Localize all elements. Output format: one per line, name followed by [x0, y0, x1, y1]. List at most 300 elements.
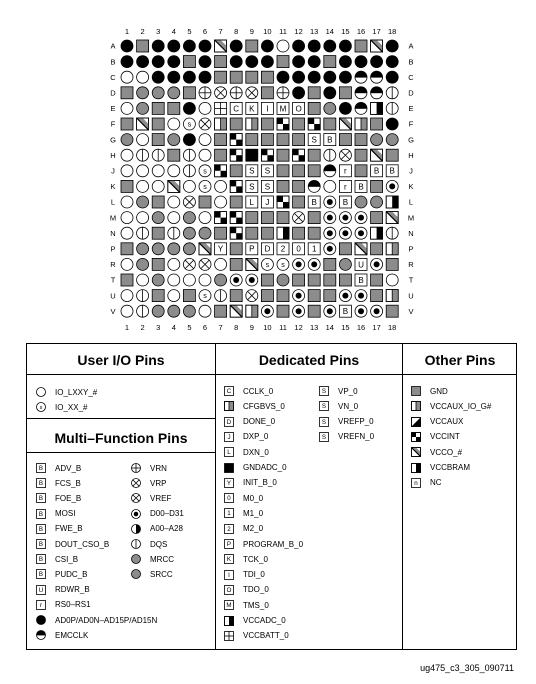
row-label-right: N [408, 228, 414, 238]
pin-J9 [246, 165, 258, 177]
pin-J6 [199, 165, 211, 177]
multi-function-item [36, 539, 109, 549]
pin-V8 [230, 305, 242, 317]
pin-L17 [371, 196, 383, 208]
pin-G17 [371, 134, 383, 146]
pin-J4 [168, 165, 180, 177]
pin-U13 [308, 290, 320, 302]
row-label-right: E [408, 104, 414, 114]
pin-D15 [339, 87, 351, 99]
svg-text:s: s [265, 260, 270, 269]
pin-B15 [339, 56, 351, 68]
pin-T8 [230, 274, 242, 286]
legend-label: MRCC [150, 554, 174, 564]
row-label-right: R [408, 260, 414, 270]
pin-F5 [183, 118, 195, 130]
pin-P15 [339, 243, 351, 255]
col-label-top: 7 [218, 27, 223, 36]
pin-V1 [121, 305, 133, 317]
pin-M2 [137, 212, 149, 224]
pin-T9 [246, 274, 258, 286]
pin-J13 [308, 165, 320, 177]
pin-N6 [199, 227, 211, 239]
col-label-top: 10 [263, 27, 272, 36]
pin-symbol-icon [36, 539, 46, 549]
pin-D14 [324, 87, 336, 99]
multi-function-item [36, 463, 81, 473]
svg-text:D: D [226, 418, 232, 426]
pin-J17 [371, 165, 383, 177]
dedicated-title: Dedicated Pins [258, 352, 360, 368]
legend-label: VCCAUX_IO_G# [430, 401, 492, 411]
svg-text:K: K [249, 104, 255, 114]
pin-H2 [137, 149, 149, 161]
pin-J15 [339, 165, 351, 177]
dedicated-item [224, 478, 277, 488]
pin-symbol-icon [36, 600, 46, 610]
pin-R2 [137, 258, 149, 270]
pin-M12 [293, 212, 305, 224]
pin-G2 [137, 134, 149, 146]
pin-D16 [355, 87, 367, 99]
pin-A16 [355, 40, 367, 52]
pin-C15 [339, 71, 351, 83]
svg-text:O: O [295, 104, 302, 114]
multi-function-item [36, 524, 83, 534]
pin-M17 [371, 212, 383, 224]
pin-D17 [371, 87, 383, 99]
dedicated-item [224, 616, 286, 626]
pin-F7 [215, 118, 227, 130]
legend-label: FCS_B [55, 478, 81, 488]
pin-C4 [168, 71, 180, 83]
pin-C6 [199, 71, 211, 83]
pin-K1 [121, 180, 133, 192]
col-label-top: 8 [234, 27, 239, 36]
legend-label: DOUT_CSO_B [55, 539, 110, 549]
pin-V2 [137, 305, 149, 317]
pin-R3 [152, 258, 164, 270]
pin-N16 [355, 227, 367, 239]
pin-T2 [137, 274, 149, 286]
col-label-top: 4 [171, 27, 176, 36]
legend-label: CCLK_0 [243, 386, 274, 396]
legend-label: M0_0 [243, 493, 264, 503]
pin-symbol-icon [36, 569, 46, 579]
svg-text:n: n [414, 480, 418, 488]
legend-label: A00–A28 [150, 524, 183, 534]
row-label-left: R [110, 260, 116, 270]
multi-function-item [36, 630, 88, 640]
user-io-rule [27, 418, 215, 419]
pin-B11 [277, 56, 289, 68]
pin-T12 [293, 274, 305, 286]
pin-L4 [168, 196, 180, 208]
svg-text:B: B [38, 495, 44, 503]
pin-A9 [246, 40, 258, 52]
multi-function-item [131, 493, 171, 503]
dedicated-item [224, 401, 285, 411]
pin-L18 [386, 196, 398, 208]
pin-L8 [230, 196, 242, 208]
pin-D10 [261, 87, 273, 99]
row-label-right: G [408, 135, 414, 145]
pin-G4 [168, 134, 180, 146]
pin-A7 [215, 40, 227, 52]
pin-R6 [199, 258, 211, 270]
pin-P5 [183, 243, 195, 255]
pin-symbol-icon [224, 616, 234, 626]
pin-symbol-icon [36, 554, 46, 564]
pin-E5 [183, 102, 195, 114]
pin-symbol-icon [36, 585, 46, 595]
package-pin-map [0, 0, 536, 340]
pin-B5 [183, 56, 195, 68]
pin-U10 [261, 290, 273, 302]
pin-B3 [152, 56, 164, 68]
user-io-title: User I/O Pins [77, 352, 165, 368]
legend-label: CFGBVS_0 [243, 401, 285, 411]
pin-A6 [199, 40, 211, 52]
multi-function-item [36, 585, 90, 595]
svg-text:O: O [226, 587, 232, 595]
col-label-bottom: 16 [356, 323, 366, 332]
pin-N14 [324, 227, 336, 239]
pin-B6 [199, 56, 211, 68]
col-label-top: 12 [294, 27, 303, 36]
svg-text:0: 0 [296, 244, 301, 254]
row-label-left: F [110, 119, 116, 129]
user-io-item [36, 387, 97, 397]
pin-B4 [168, 56, 180, 68]
svg-text:B: B [373, 166, 380, 176]
pin-N9 [246, 227, 258, 239]
pin-G14 [324, 134, 336, 146]
pin-H7 [215, 149, 227, 161]
pin-R12 [293, 258, 305, 270]
pin-H6 [199, 149, 211, 161]
pin-B12 [293, 56, 305, 68]
pin-V9 [246, 305, 258, 317]
col-label-bottom: 13 [310, 323, 319, 332]
pin-T18 [386, 274, 398, 286]
row-label-right: F [408, 119, 414, 129]
row-label-left: U [110, 291, 116, 301]
pin-U5 [183, 290, 195, 302]
legend-label: M2_0 [243, 524, 264, 534]
pin-V10 [261, 305, 273, 317]
pin-K4 [168, 180, 180, 192]
pin-J10 [261, 165, 273, 177]
col-label-bottom: 18 [388, 323, 397, 332]
pin-U14 [324, 290, 336, 302]
pin-E2 [137, 102, 149, 114]
svg-text:M: M [279, 104, 287, 114]
pin-T10 [261, 274, 273, 286]
pin-H4 [168, 149, 180, 161]
col-label-top: 9 [249, 27, 254, 36]
dedicated-item [224, 386, 273, 396]
pin-L16 [355, 196, 367, 208]
pin-B13 [308, 56, 320, 68]
multi-function-item [36, 554, 78, 564]
multi-function-item [131, 539, 167, 549]
other-item [411, 447, 462, 457]
pin-C9 [246, 71, 258, 83]
multi-function-item [36, 569, 87, 579]
pin-M10 [261, 212, 273, 224]
pin-H12 [293, 149, 305, 161]
pin-symbol-icon [224, 432, 234, 442]
pin-V15 [339, 305, 351, 317]
pin-H3 [152, 149, 164, 161]
row-label-left: K [110, 182, 116, 192]
pin-P7 [215, 243, 227, 255]
legend-label: NC [430, 478, 442, 488]
pin-K16 [355, 180, 367, 192]
legend-label: VN_0 [338, 401, 359, 411]
legend-label: GNDADC_0 [243, 463, 287, 472]
svg-text:s: s [203, 182, 207, 191]
multi-title-rule [27, 452, 215, 453]
pin-N5 [183, 227, 195, 239]
pin-C1 [121, 71, 133, 83]
pin-V4 [168, 305, 180, 317]
legend-label: D00–D31 [150, 509, 184, 519]
pin-C7 [215, 71, 227, 83]
pin-symbol-icon [131, 509, 141, 519]
legend-label: TDI_0 [243, 570, 265, 580]
pin-P8 [230, 243, 242, 255]
pin-symbol-icon [411, 463, 421, 473]
col-label-bottom: 14 [325, 323, 334, 332]
col-label-bottom: 9 [249, 323, 254, 332]
pin-symbol-icon [36, 630, 46, 640]
pin-M11 [277, 212, 289, 224]
pin-D6 [199, 87, 211, 99]
pin-C17 [371, 71, 383, 83]
pin-P18 [386, 243, 398, 255]
pin-P4 [168, 243, 180, 255]
pin-J2 [137, 165, 149, 177]
legend-label: TCK_0 [243, 554, 268, 564]
pin-F2 [137, 118, 149, 130]
pin-D18 [386, 87, 398, 99]
pin-T1 [121, 274, 133, 286]
pin-M14 [324, 212, 336, 224]
pin-V11 [277, 305, 289, 317]
pin-N15 [339, 227, 351, 239]
dedicated-item [319, 401, 358, 411]
col-label-top: 3 [156, 27, 161, 36]
pin-T5 [183, 274, 195, 286]
pin-F18 [386, 118, 398, 130]
legend-label: AD0P/AD0N–AD15P/AD15N [55, 615, 158, 625]
legend-label: ADV_B [55, 463, 82, 473]
pin-P13 [308, 243, 320, 255]
pin-K17 [371, 180, 383, 192]
pin-H13 [308, 149, 320, 161]
pin-D3 [152, 87, 164, 99]
pin-U2 [137, 290, 149, 302]
svg-text:S: S [321, 403, 327, 411]
other-item [411, 401, 491, 411]
pin-E9 [246, 102, 258, 114]
pin-B16 [355, 56, 367, 68]
pin-V18 [386, 305, 398, 317]
svg-text:L: L [249, 197, 255, 207]
pin-M13 [308, 212, 320, 224]
pin-A4 [168, 40, 180, 52]
pin-C8 [230, 71, 242, 83]
figure-id: ug475_c3_305_090711 [420, 663, 514, 673]
pin-F8 [230, 118, 242, 130]
pin-G18 [386, 134, 398, 146]
multi-function-item [131, 509, 184, 519]
pin-C5 [183, 71, 195, 83]
legend-label: VCCADC_0 [243, 616, 286, 625]
pin-C11 [277, 71, 289, 83]
pin-D1 [121, 87, 133, 99]
pin-B1 [121, 56, 133, 68]
pin-U7 [215, 290, 227, 302]
pin-A18 [386, 40, 398, 52]
circle-symbol-icon [36, 615, 46, 625]
pin-U11 [277, 290, 289, 302]
row-label-right: L [408, 197, 414, 207]
pin-T17 [371, 274, 383, 286]
legend-label: PUDC_B [55, 569, 88, 579]
col-label-bottom: 17 [372, 323, 381, 332]
pin-C10 [261, 71, 273, 83]
pin-C18 [386, 71, 398, 83]
pin-K12 [293, 180, 305, 192]
pin-R18 [386, 258, 398, 270]
pin-T4 [168, 274, 180, 286]
row-label-left: A [110, 41, 116, 51]
svg-text:C: C [226, 388, 232, 396]
pin-G9 [246, 134, 258, 146]
pin-E4 [168, 102, 180, 114]
other-item [411, 386, 448, 396]
pin-symbol-icon [131, 493, 141, 503]
pin-K18 [386, 180, 398, 192]
pin-R8 [230, 258, 242, 270]
pin-U16 [355, 290, 367, 302]
pin-U1 [121, 290, 133, 302]
pin-L9 [246, 196, 258, 208]
row-label-right: K [408, 182, 414, 192]
svg-text:L: L [227, 449, 231, 457]
legend-label: IO_XX_# [55, 402, 88, 412]
svg-text:1: 1 [311, 244, 317, 254]
col-label-bottom: 10 [263, 323, 272, 332]
pin-A5 [183, 40, 195, 52]
pin-L5 [183, 196, 195, 208]
col-label-top: 6 [202, 27, 208, 36]
dedicated-item [319, 417, 374, 427]
pin-J3 [152, 165, 164, 177]
pin-P1 [121, 243, 133, 255]
pin-R16 [355, 258, 367, 270]
svg-text:r: r [344, 182, 347, 192]
pin-symbol-icon [224, 631, 234, 641]
pin-N11 [277, 227, 289, 239]
pin-symbol-icon [131, 524, 141, 534]
legend-label: VREFP_0 [338, 417, 374, 427]
svg-text:U: U [358, 260, 364, 270]
pin-symbol-icon [224, 570, 234, 580]
pin-symbol-icon [224, 600, 234, 610]
col-label-bottom: 1 [124, 323, 130, 332]
pin-M6 [199, 212, 211, 224]
pin-symbol-icon [224, 493, 234, 503]
pin-U12 [293, 290, 305, 302]
pin-L6 [199, 196, 211, 208]
row-label-right: P [408, 244, 414, 254]
col-label-top: 16 [356, 27, 366, 36]
pin-E14 [324, 102, 336, 114]
svg-text:B: B [38, 480, 44, 488]
pin-D4 [168, 87, 180, 99]
row-label-left: C [110, 72, 116, 82]
svg-text:2: 2 [227, 525, 231, 533]
pin-N12 [293, 227, 305, 239]
col-label-bottom: 15 [341, 323, 350, 332]
pin-B17 [371, 56, 383, 68]
pin-D11 [277, 87, 289, 99]
svg-text:K: K [226, 556, 232, 564]
dedicated-item [224, 432, 268, 442]
pin-A3 [152, 40, 164, 52]
dedicated-item [224, 631, 289, 641]
pin-N18 [386, 227, 398, 239]
pin-D12 [293, 87, 305, 99]
multi-function-item [36, 509, 75, 519]
pin-L15 [339, 196, 351, 208]
row-label-left: H [110, 150, 116, 160]
pin-symbol-icon [36, 509, 46, 519]
pin-V6 [199, 305, 211, 317]
col-label-top: 18 [388, 27, 397, 36]
pin-K6 [199, 180, 211, 192]
row-label-right: T [408, 275, 414, 285]
svg-text:S: S [249, 182, 255, 192]
col-label-top: 1 [124, 27, 130, 36]
pin-L12 [293, 196, 305, 208]
pin-G5 [183, 134, 195, 146]
pin-E1 [121, 102, 133, 114]
pin-F15 [339, 118, 351, 130]
dedicated-item [319, 432, 374, 442]
pin-symbol-icon [131, 539, 141, 549]
row-label-left: D [110, 88, 116, 98]
pin-F9 [246, 118, 258, 130]
pin-T11 [277, 274, 289, 286]
row-label-right: M [407, 213, 415, 223]
pin-G12 [293, 134, 305, 146]
pin-L14 [324, 196, 336, 208]
pin-symbol-icon [224, 447, 234, 457]
pin-E15 [339, 102, 351, 114]
pin-G6 [199, 134, 211, 146]
pin-C3 [152, 71, 164, 83]
row-label-right: D [408, 88, 414, 98]
col-label-bottom: 11 [279, 323, 287, 332]
pin-C13 [308, 71, 320, 83]
pin-K10 [261, 180, 273, 192]
dedicated-item [224, 539, 303, 549]
